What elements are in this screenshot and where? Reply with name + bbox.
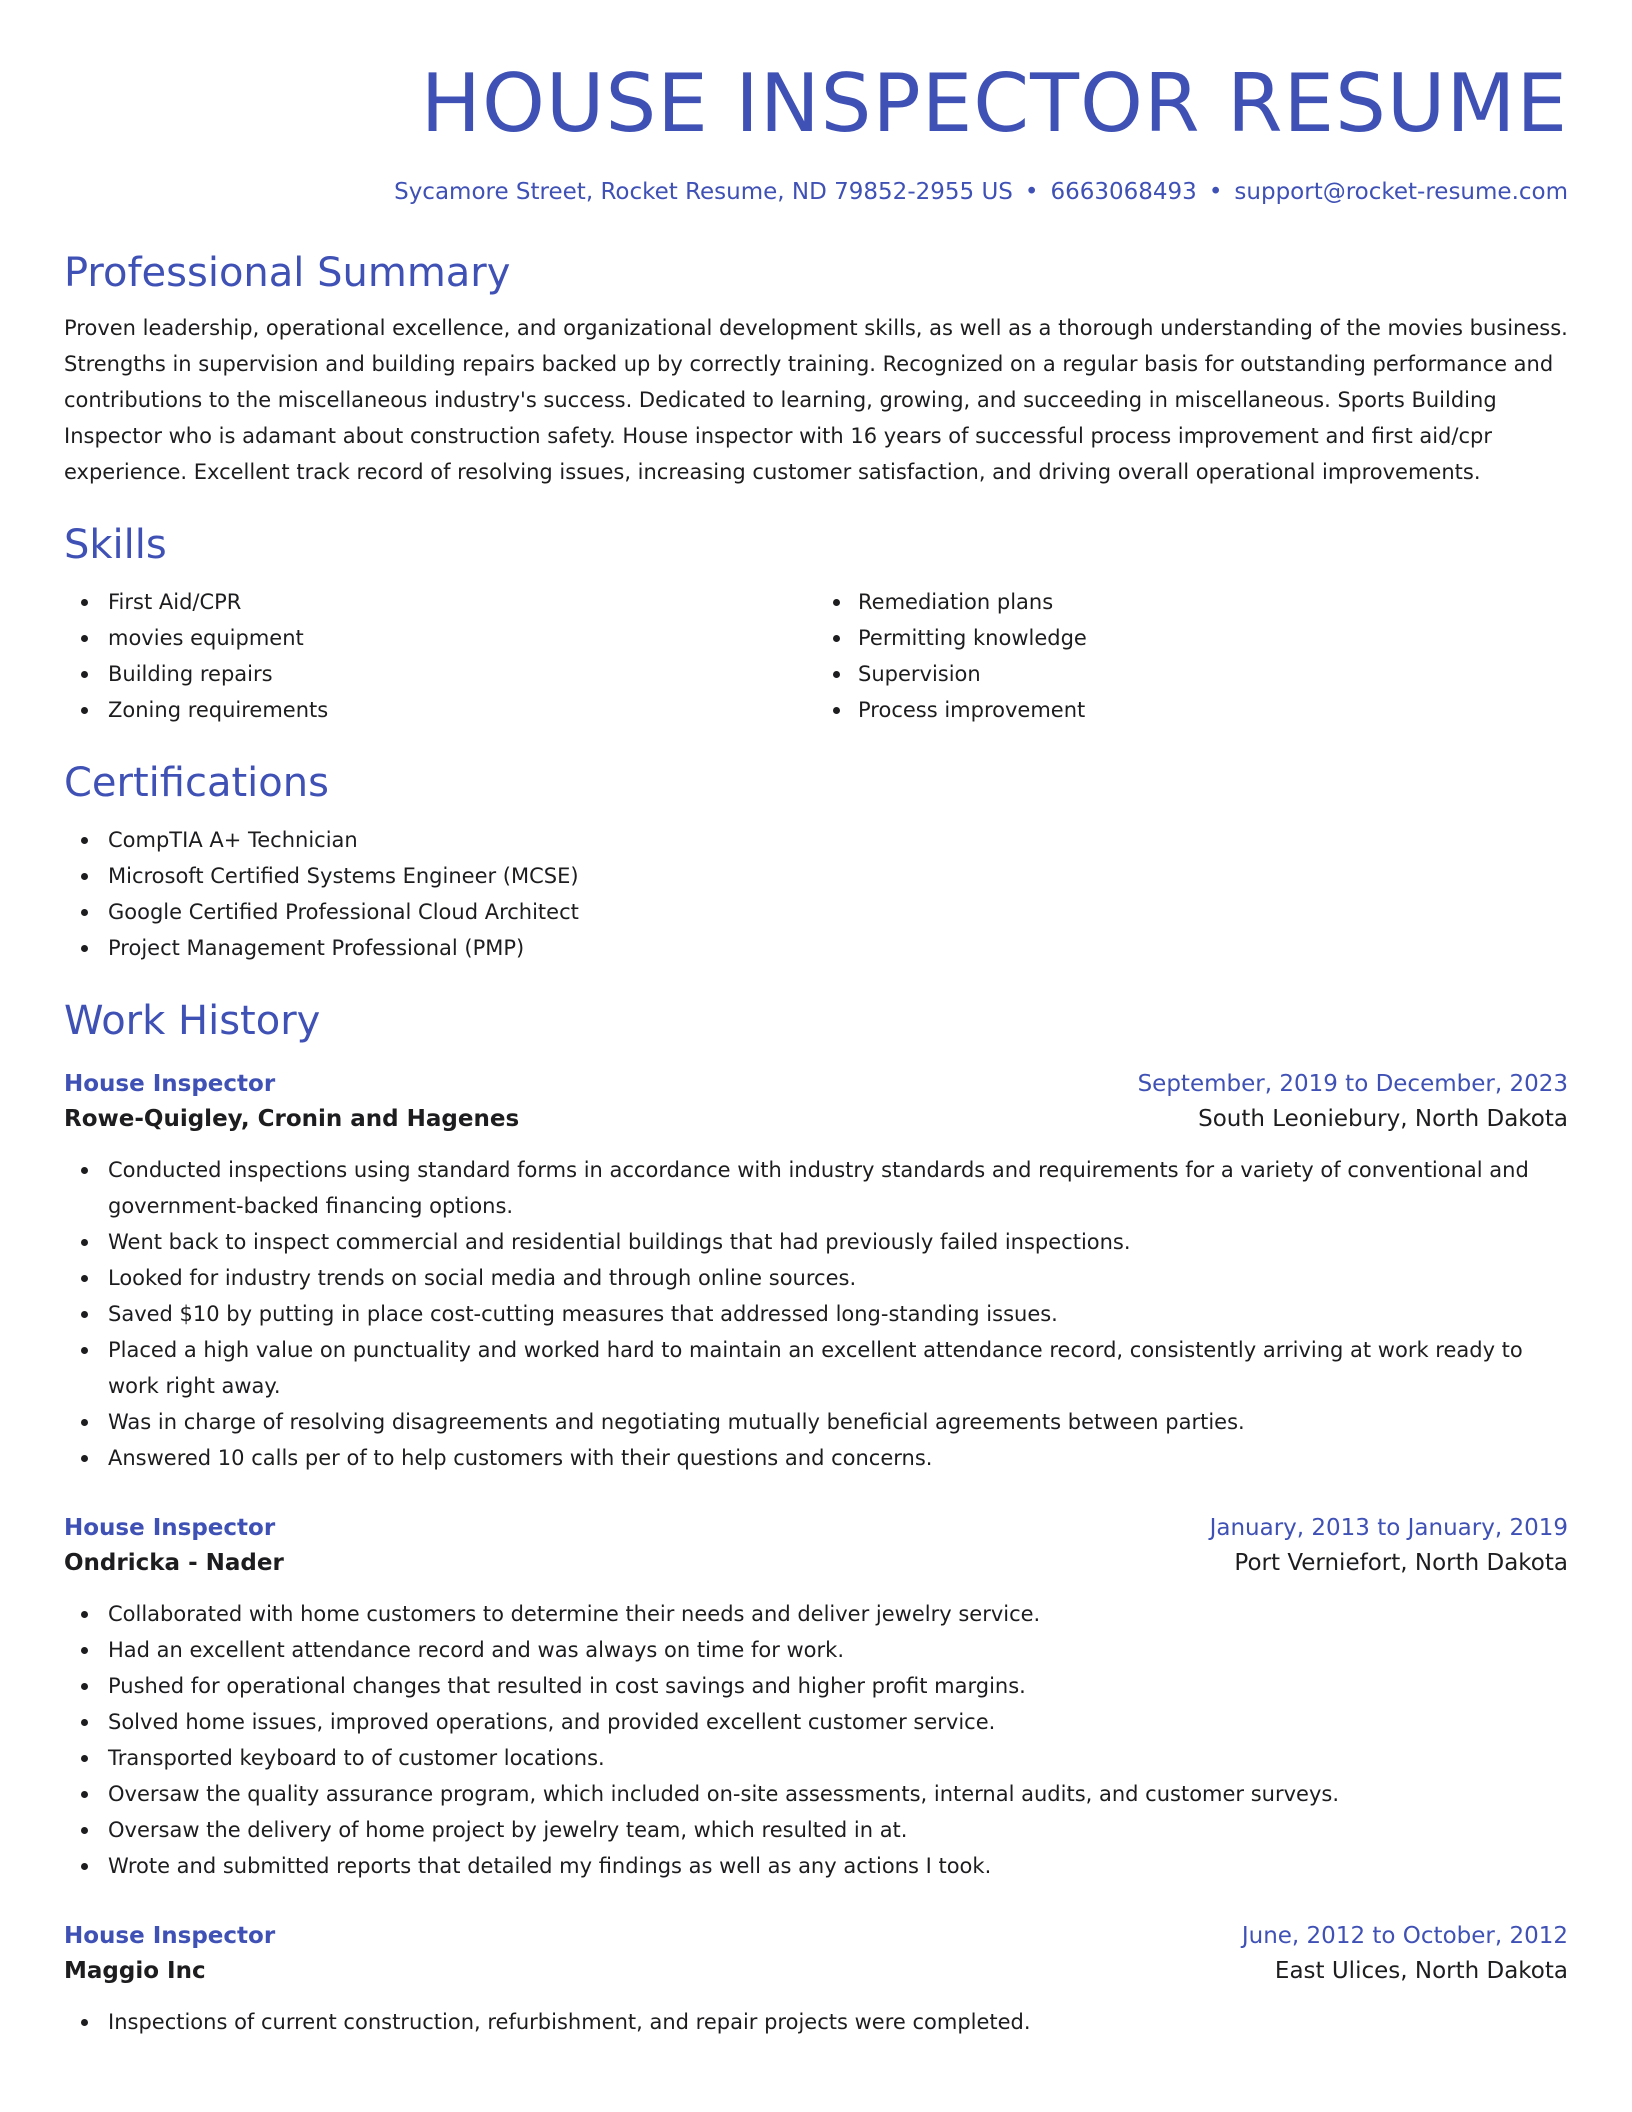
job-header-row — [64, 1068, 1568, 1100]
contact-separator: • — [1024, 179, 1039, 205]
contact-address: Sycamore Street, Rocket Resume, ND 79852-2955 US — [394, 179, 1013, 205]
job-company: Rowe-Quigley, Cronin and Hagenes — [64, 1106, 520, 1132]
job-bullet: Had an excellent attendance record and was always on time for work. — [64, 1632, 1568, 1668]
skills-heading: Skills — [64, 522, 167, 568]
skill-item: Remediation plans — [816, 584, 1568, 620]
skill-item: movies equipment — [64, 620, 816, 656]
skill-item: Supervision — [816, 656, 1568, 692]
job-title: House Inspector — [64, 1923, 276, 1949]
job-dates: January, 2013 to January, 2019 — [1209, 1515, 1568, 1541]
job-bullet: Answered 10 calls per of to help customers with their questions and concerns. — [64, 1440, 1568, 1476]
resume-page — [64, 0, 1568, 2040]
job-company: Ondricka - Nader — [64, 1550, 284, 1576]
job-bullet: Inspections of current construction, refurbishment, and repair projects were completed. — [64, 2004, 1568, 2040]
skill-item: Building repairs — [64, 656, 816, 692]
job-header-row — [64, 1512, 1568, 1544]
job-bullet: Looked for industry trends on social media and through online sources. — [64, 1260, 1568, 1296]
contact-separator: • — [1208, 179, 1223, 205]
job-employer-row — [64, 1544, 1568, 1582]
certification-item: Google Certified Professional Cloud Architect — [64, 894, 1568, 930]
job-title: House Inspector — [64, 1071, 276, 1097]
certifications-list — [64, 822, 1568, 966]
certifications-heading: Certifications — [64, 760, 329, 806]
job-entry — [64, 1068, 1568, 1476]
job-bullet: Transported keyboard to of customer locations. — [64, 1740, 1568, 1776]
job-bullets — [64, 1596, 1568, 1884]
job-bullet: Wrote and submitted reports that detailed my findings as well as any actions I took. — [64, 1848, 1568, 1884]
job-location: Port Verniefort, North Dakota — [1234, 1550, 1568, 1576]
job-employer-row — [64, 1100, 1568, 1138]
job-location: East Ulices, North Dakota — [1274, 1958, 1568, 1984]
contact-email: support@rocket-resume.com — [1234, 179, 1568, 205]
job-header-row — [64, 1920, 1568, 1952]
job-bullet: Oversaw the delivery of home project by jewelry team, which resulted in at. — [64, 1812, 1568, 1848]
certification-item: Project Management Professional (PMP) — [64, 930, 1568, 966]
resume-title: HOUSE INSPECTOR RESUME — [420, 57, 1568, 150]
job-bullets — [64, 2004, 1568, 2040]
job-bullet: Went back to inspect commercial and residential buildings that had previously failed inspections. — [64, 1224, 1568, 1260]
skill-item: Zoning requirements — [64, 692, 816, 728]
job-bullet: Was in charge of resolving disagreements and negotiating mutually beneficial agreements between parties. — [64, 1404, 1568, 1440]
job-entry — [64, 1512, 1568, 1884]
contact-phone: 6663068493 — [1050, 179, 1197, 205]
job-bullet: Placed a high value on punctuality and worked hard to maintain an excellent attendance record, consistently arriving at work ready to work right away. — [64, 1332, 1568, 1404]
skills-column-right — [816, 584, 1568, 728]
job-company: Maggio Inc — [64, 1958, 206, 1984]
job-dates: September, 2019 to December, 2023 — [1137, 1071, 1568, 1097]
skills-list-left — [64, 584, 816, 728]
certification-item: CompTIA A+ Technician — [64, 822, 1568, 858]
contact-line — [64, 176, 1568, 208]
job-title: House Inspector — [64, 1515, 276, 1541]
summary-heading: Professional Summary — [64, 250, 511, 296]
job-bullet: Collaborated with home customers to determine their needs and deliver jewelry service. — [64, 1596, 1568, 1632]
job-bullet: Solved home issues, improved operations, and provided excellent customer service. — [64, 1704, 1568, 1740]
skills-column-left — [64, 584, 816, 728]
skills-list-right — [816, 584, 1568, 728]
job-employer-row — [64, 1952, 1568, 1990]
summary-text: Proven leadership, operational excellence, and organizational development skills, as well as a thorough understanding of the movies business. Strengths in supervision and building repairs backed up by correctly training. Recognized on a regular basis for outstanding performance and contributions to the miscellaneous industry's success. Dedicated to learning, growing, and succeeding in miscellaneous. Sports Building Inspector who is adamant about construction safety. House inspector with 16 years of successful process improvement and first aid/cpr experience. Excellent track record of resolving issues, increasing customer satisfaction, and driving overall operational improvements. — [64, 316, 1568, 484]
skill-item: Permitting knowledge — [816, 620, 1568, 656]
skill-item: First Aid/CPR — [64, 584, 816, 620]
job-bullet: Pushed for operational changes that resulted in cost savings and higher profit margins. — [64, 1668, 1568, 1704]
job-location: South Leoniebury, North Dakota — [1198, 1106, 1568, 1132]
job-bullet: Oversaw the quality assurance program, which included on-site assessments, internal audits, and customer surveys. — [64, 1776, 1568, 1812]
work-history-heading: Work History — [64, 998, 321, 1044]
certification-item: Microsoft Certified Systems Engineer (MCSE) — [64, 858, 1568, 894]
skills-grid — [64, 584, 1568, 728]
job-bullets — [64, 1152, 1568, 1476]
job-bullet: Saved $10 by putting in place cost-cutting measures that addressed long-standing issues. — [64, 1296, 1568, 1332]
job-bullet: Conducted inspections using standard forms in accordance with industry standards and requirements for a variety of conventional and government-backed financing options. — [64, 1152, 1568, 1224]
job-dates: June, 2012 to October, 2012 — [1241, 1923, 1568, 1949]
skill-item: Process improvement — [816, 692, 1568, 728]
job-entry — [64, 1920, 1568, 2040]
